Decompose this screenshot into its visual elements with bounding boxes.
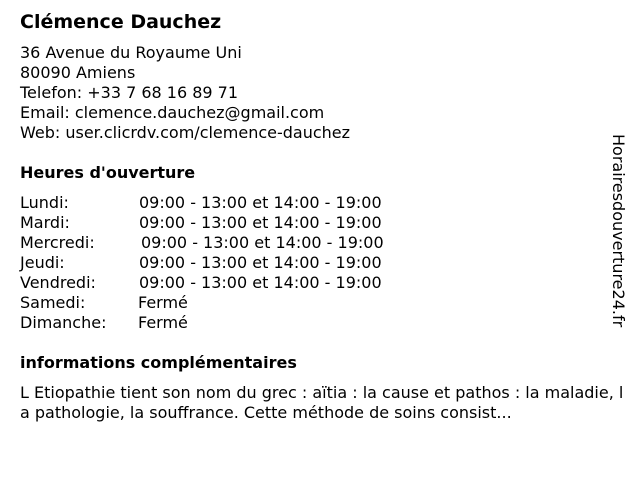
web-line: Web: user.clicrdv.com/clemence-dauchez (20, 123, 351, 142)
address-street: 36 Avenue du Royaume Uni (20, 43, 242, 62)
hours-time: Fermé (138, 313, 188, 332)
hours-day: Lundi: (20, 193, 69, 212)
hours-time: 09:00 - 13:00 et 14:00 - 19:00 (139, 193, 382, 212)
opening-hours-heading: Heures d'ouverture (20, 163, 196, 182)
address-city: 80090 Amiens (20, 63, 136, 82)
additional-info-text: L Etiopathie tient son nom du grec : aïtia : la cause et pathos : la maladie, la pathologie, la souffrance. Cette méthode de soins consist... (20, 383, 624, 422)
hours-day: Samedi: (20, 293, 86, 312)
hours-day: Dimanche: (20, 313, 107, 332)
hours-time: Fermé (138, 293, 188, 312)
phone-line: Telefon: +33 7 68 16 89 71 (20, 83, 239, 102)
business-name: Clémence Dauchez (20, 11, 222, 33)
hours-day: Vendredi: (20, 273, 96, 292)
contact-block (20, 43, 350, 143)
hours-time: 09:00 - 13:00 et 14:00 - 19:00 (139, 253, 382, 272)
hours-time: 09:00 - 13:00 et 14:00 - 19:00 (141, 233, 384, 252)
hours-time: 09:00 - 13:00 et 14:00 - 19:00 (139, 213, 382, 232)
additional-info-heading: informations complémentaires (20, 353, 297, 372)
hours-day: Mardi: (20, 213, 70, 232)
hours-time: 09:00 - 13:00 et 14:00 - 19:00 (139, 273, 382, 292)
hours-day: Mercredi: (20, 233, 95, 252)
site-watermark: Horairesdouverture24.fr (609, 134, 628, 328)
email-line: Email: clemence.dauchez@gmail.com (20, 103, 325, 122)
hours-day: Jeudi: (20, 253, 65, 272)
